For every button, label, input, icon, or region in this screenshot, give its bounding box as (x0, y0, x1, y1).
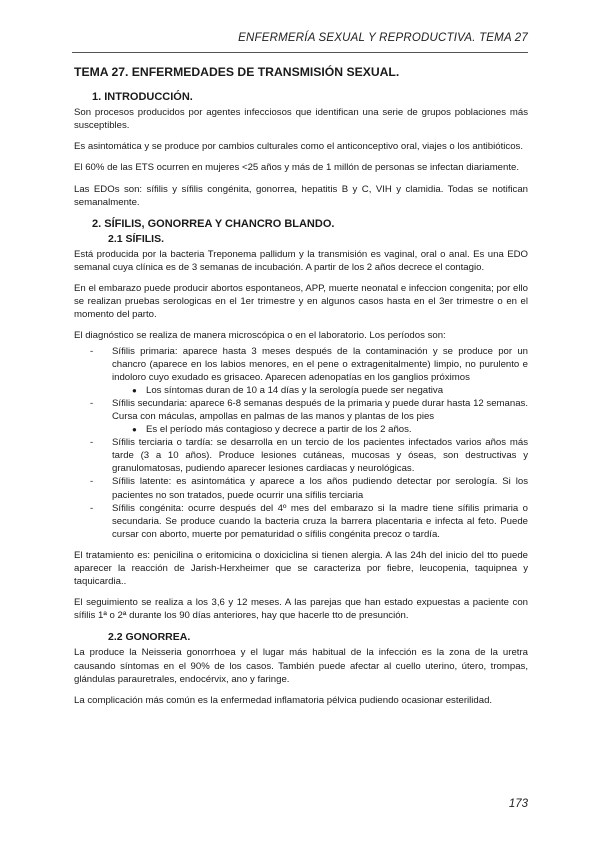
sifilis-paragraph: En el embarazo puede producir abortos espontaneos, APP, muerte neonatal e infeccion congenita; por ello se realizan pruebas serologicas en el 1er trimestre y en algunos casos hasta en el 3er trimestre o en el momento del parto. (74, 283, 528, 321)
subsection-heading-sifilis: 2.1 SÍFILIS. (108, 232, 165, 245)
stage-item-secundaria (74, 397, 528, 436)
running-header: ENFERMERÍA SEXUAL Y REPRODUCTIVA. TEMA 27 (238, 32, 528, 44)
page-body (74, 66, 528, 715)
intro-paragraph: Las EDOs son: sífilis y sífilis congénita, gonorrea, hepatitis B y C, VIH y clamidia. Todas se notifican semanalmente. (74, 183, 528, 208)
stage-item-primaria (74, 345, 528, 397)
stage-sublist (112, 384, 528, 397)
intro-paragraph: El 60% de las ETS ocurren en mujeres <25 años y más de 1 millón de personas se infectan diariamente. (74, 162, 520, 174)
gonorrea-paragraph: La produce la Neisseria gonorrhoea y el lugar más habitual de la infección es la zona de la uretra causando síntomas en el 90% de los casos. También puede afectar al cuello uterino, útero, trompas, glándulas parauretrales, endocérvix, ano y faringe. (74, 647, 528, 685)
page-number: 173 (508, 798, 528, 810)
header-divider (72, 52, 528, 53)
subsection-heading-gonorrea: 2.2 GONORREA. (108, 631, 191, 644)
intro-paragraph: Son procesos producidos por agentes infecciosos que identifican una serie de grupos poblaciones más susceptibles. (74, 107, 528, 132)
sifilis-paragraph: Está producida por la bacteria Treponema pallidum y la transmisión es vaginal, oral o anal. Es una EDO semanal cuya clínica es de 3 semanas de incubación. A partir de los 2 años decrece el contagio. (74, 248, 528, 274)
intro-paragraph: Es asintomática y se produce por cambios culturales como el anticonceptivo oral, viajes o los antibióticos. (74, 141, 523, 153)
section-heading-sifilis-gonorrea: 2. SÍFILIS, GONORREA Y CHANCRO BLANDO. (92, 217, 335, 230)
stage-item-congenita: - Sífilis congénita: ocurre después del 4º mes del embarazo si la madre tiene sífilis primaria o secundaria. Se produce cuando la bacteria cruza la barrera placentaria e infecta al feto. Puede cursar con aborto, muerte por pematuridad o sífilis congénita precoz o tardía. (74, 502, 528, 541)
stage-text: Sífilis secundaria: aparece 6-8 semanas después de la primaria y puede durar hasta 12 semanas. Cursa con máculas, ampollas en palmas de las manos y plantas de los pies (112, 397, 528, 422)
stage-sublist (112, 423, 528, 436)
sifilis-paragraph: El diagnóstico se realiza de manera microscópica o en el laboratorio. Los períodos son: (74, 330, 446, 342)
stage-text: Sífilis primaria: aparece hasta 3 meses después de la contaminación y se produce por un chancro (aparece en los labios menores, en el pene o extragenitalmente) limpio, no purulento e indoloro cuyo exudado es grisaceo. Aparecen adenopatías en los ganglios próximos (112, 345, 528, 383)
section-heading-introduccion: 1. INTRODUCCIÓN. (92, 91, 193, 104)
document-title: TEMA 27. ENFERMEDADES DE TRANSMISIÓN SEXUAL. (74, 65, 400, 79)
stage-item-terciaria: - Sífilis terciaria o tardía: se desarrolla en un tercio de los pacientes infectados varios años más tarde (3 a 10 años). Produce lesiones cutáneas, mucosas y óseas, son destructivas y granulomatosas, pudiendo aparecer lesiones cardiacas y neurológicas. (74, 436, 528, 475)
tratamiento-paragraph: El tratamiento es: penicilina o eritomicina o doxiciclina si tienen alergia. A las 24h del inicio del tto puede aparecer la reacción de Jarish-Herxheimer que se caracteriza por fiebre, leucopenia, taquipnea y taquicardia.. (74, 549, 528, 588)
seguimiento-paragraph: El seguimiento se realiza a los 3,6 y 12 meses. A las parejas que han estado expuestas a paciente con sífilis 1ª o 2ª durante los 90 días anteriores, hay que hacerle tto de presunción. (74, 597, 528, 622)
stage-bullet: ● Los síntomas duran de 10 a 14 días y la serología puede ser negativa (112, 384, 528, 397)
stage-bullet: ● Es el período más contagioso y decrece a partir de los 2 años. (112, 423, 528, 436)
sifilis-stages-list (74, 345, 528, 541)
gonorrea-paragraph: La complicación más común es la enfermedad inflamatoria pélvica pudiendo ocasionar esterilidad. (74, 694, 493, 706)
stage-item-latente: - Sífilis latente: es asintomática y aparece a los años pudiendo detectar por serología. Si los pacientes no son tratados, puede ocurrir una sífilis terciaria (74, 475, 528, 501)
